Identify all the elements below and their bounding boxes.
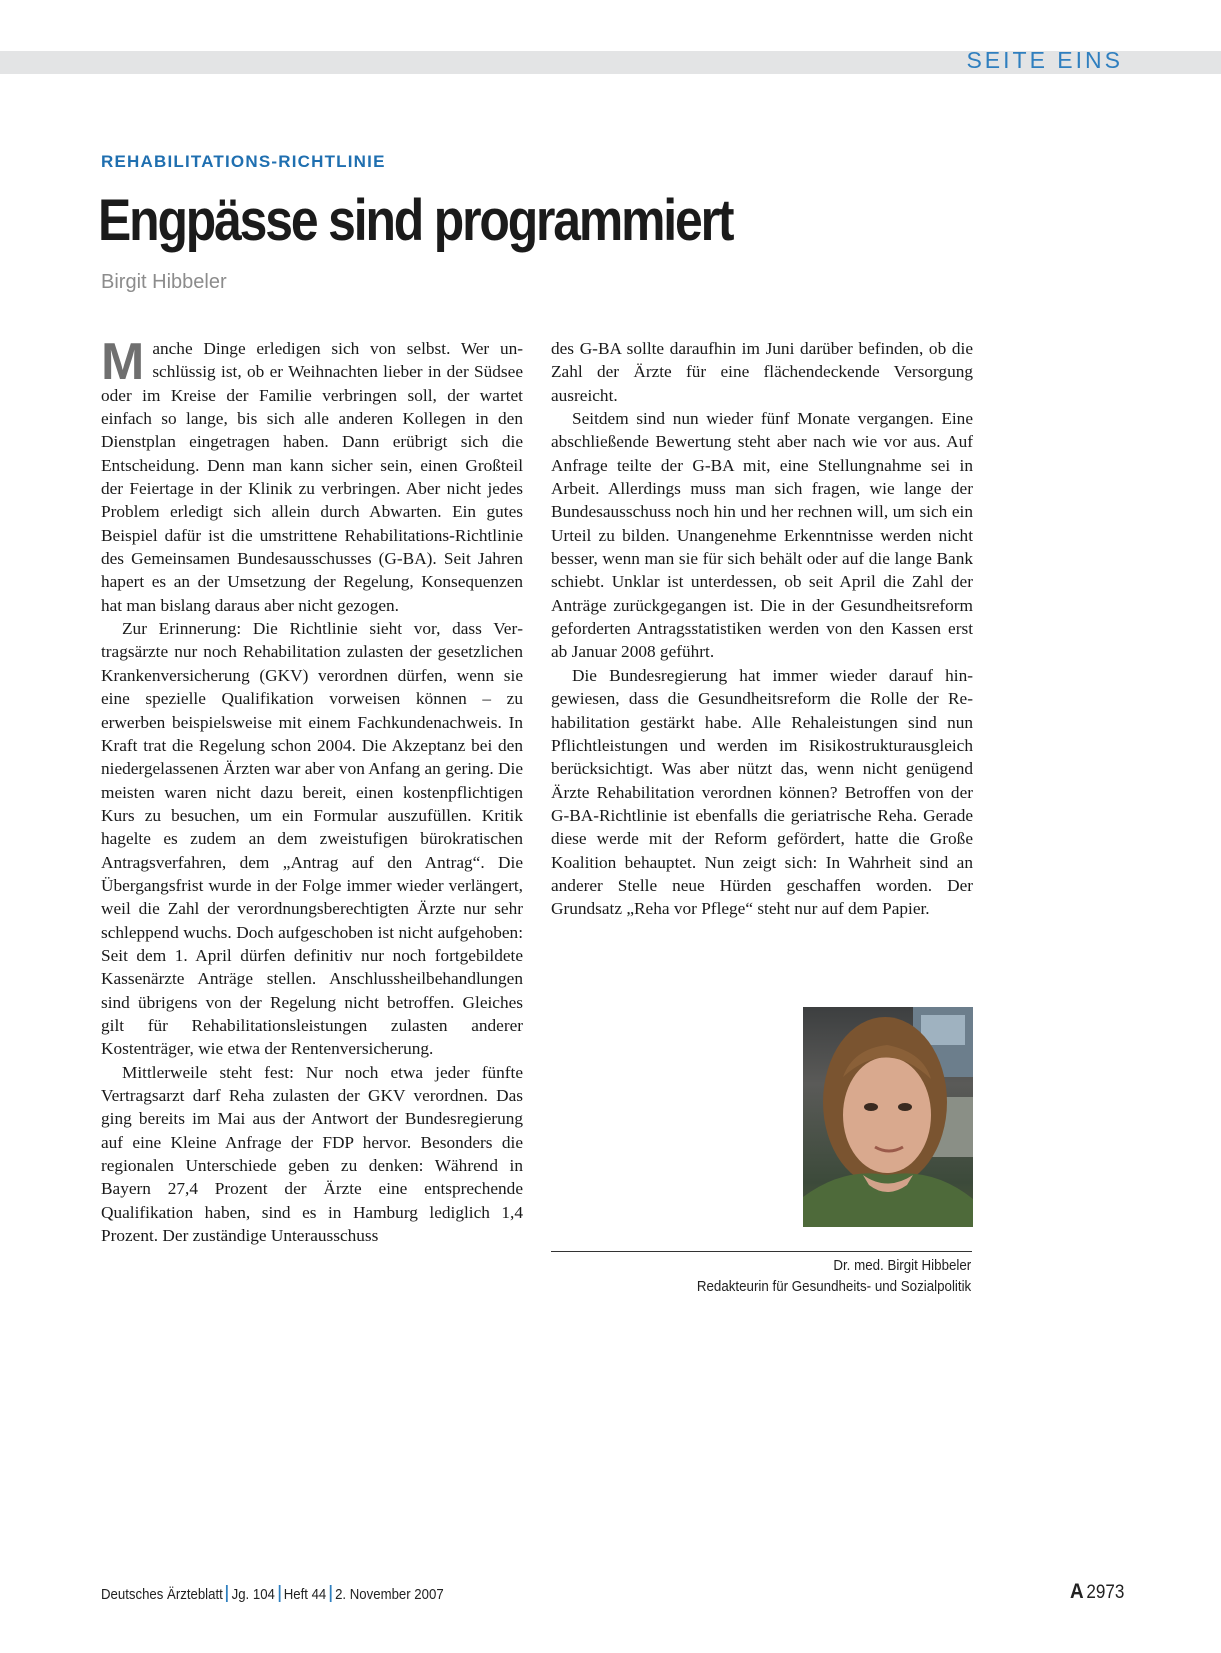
- footer-separator: [278, 1585, 280, 1602]
- article-title: Engpässe sind programmiert: [98, 188, 733, 253]
- article-paragraph: Zur Erinnerung: Die Richtlinie sieht vor, dass Vertragsärzte nur noch Rehabilitation zulasten der gesetzlichen Krankenversicherung (GKV) verordnen dürfen, wenn sie eine spezielle Qualifikation vorweisen können – zu erwerben beispielsweise mit einem Fachkundenachweis. In Kraft trat die Regelung schon 2004. Die Akzeptanz bei den niedergelassenen Ärzten war aber von Anfang an gering. Die meisten waren nicht dazu bereit, einen kostenpflichtigen Kurs zu besuchen, um ein Formular auszufüllen. Kritik hagelte es zudem an dem zweistufigen bürokratischen Antragsverfahren, dem „Antrag auf den Antrag“. Die Übergangsfrist wurde in der Folge immer wieder verlängert, weil die Zahl der verordnungsberechtigten Ärzte nur sehr schleppend wuchs. Doch aufgeschoben ist nicht aufgehoben: Seit dem 1. April dürfen definitiv nur noch fortgebildete Kassenärzte Anträge stellen. Anschlussheilbehandlungen sind übrigens von der Regelung nicht betroffen. Gleiches gilt für Rehabilitationsleistungen zulasten anderer Kostenträger, wie etwa der Rentenversicherung.: [101, 619, 523, 1059]
- page-prefix: A: [1069, 1580, 1084, 1603]
- article-paragraph: Die Bundesregierung hat immer wieder darauf hingewiesen, dass die Gesundheitsreform die Rolle der Rehabilitation gestärkt habe. Alle Rehaleistungen sind nun Pflichtleistungen und werden im Risikostrukturausgleich berücksichtigt. Was aber nützt das, wenn nicht genügend Ärzte Rehabilitation verordnen können? Betroffen von der G-BA-Richtlinie ist ebenfalls die geriatrische Reha. Gerade diese werde mit der Reform gefördert, hatte die Große Koalition behauptet. Nun zeigt sich: In Wahrheit sind an anderer Stelle neue Hürden geschaffen worden. Der Grundsatz „Reha vor Pflege“ steht nur auf dem Papier.: [551, 665, 973, 919]
- article-kicker: REHABILITATIONS-RICHTLINIE: [101, 152, 386, 171]
- article-paragraph: des G-BA sollte daraufhin im Juni darüber befinden, ob die Zahl der Ärzte für eine flächendeckende Versorgung ausreicht.: [551, 339, 973, 405]
- photo-caption: [697, 1256, 971, 1298]
- portrait-illustration: [803, 1007, 973, 1227]
- article-column-left: [101, 333, 523, 1247]
- footer-journal: Deutsches Ärzteblatt: [101, 1586, 223, 1603]
- author-photo: [803, 1007, 973, 1227]
- footer-volume: Jg. 104: [231, 1586, 275, 1603]
- page-number-value: 2973: [1085, 1582, 1124, 1603]
- article-column-right: [551, 337, 973, 921]
- article-paragraph: Mittlerweile steht fest: Nur noch etwa jeder fünfte Vertragsarzt darf Reha zulasten der GKV verordnen. Das ging bereits im Mai aus der Antwort der Bundesregierung auf eine Kleine Anfrage der FDP hervor. Besonders die regionalen Unterschiede geben zu denken: Während in Bayern 27,4 Prozent der Ärzte eine entsprechende Qualifikation haben, sind es in Hamburg lediglich 1,4 Prozent. Der zuständige Unterausschuss: [101, 1062, 523, 1246]
- footer-date: 2. November 2007: [335, 1586, 444, 1603]
- article-author: Birgit Hibbeler: [101, 271, 227, 293]
- page-number: [1070, 1580, 1124, 1604]
- section-label: SEITE EINS: [966, 47, 1123, 73]
- caption-divider: [551, 1251, 972, 1252]
- article-paragraph: Seitdem sind nun wieder fünf Monate vergangen. Eine abschließende Bewertung steht aber nach wie vor aus. Auf Anfrage teilte der G-BA mit, eine Stellungnahme sei in Arbeit. Allerdings muss man sich fragen, wie lange der Bundesausschuss noch hin und her rechnen will, um sich ein Urteil zu bilden. Unangenehme Erkenntnisse werden nicht besser, wenn man sie für sich behält oder auf die lange Bank schiebt. Unklar ist unterdessen, ob seit April die Zahl der Anträge zurückgegangen ist. Die in der Gesundheitsreform geforderten Antragsstatistiken werden von den Kassen erst ab Januar 2008 geführt.: [551, 409, 973, 662]
- footer-separator: [330, 1585, 332, 1602]
- caption-role: Redakteurin für Gesundheits- und Sozialpolitik: [696, 1279, 971, 1295]
- caption-name: Dr. med. Birgit Hibbeler: [833, 1258, 971, 1274]
- article-paragraph: [101, 333, 523, 617]
- footer-separator: [226, 1585, 228, 1602]
- paragraph-text: anche Dinge erledigen sich von selbst. Wer unschlüssig ist, ob er Weihnachten lieber in der Südsee oder im Kreise der Familie verbringen soll, der wartet einfach so lange, bis sich alle anderen Kollegen in den Dienstplan eingetragen haben. Dann erübrigt sich die Entscheidung. Denn man kann sicher sein, einen Großteil der Feiertage in der Klinik zu verbringen. Aber nicht jedes Problem erledigt sich allein durch Abwarten. Ein gutes Beispiel dafür ist die umstrittene Rehabilitations-Richtlinie des Gemeinsamen Bundesausschusses (G-BA). Seit Jahren hapert es an der Umsetzung der Regelung, Konsequenzen hat man bislang daraus aber nicht gezogen.: [101, 339, 523, 615]
- footer-issue: Heft 44: [283, 1586, 327, 1603]
- footer-citation: [101, 1585, 444, 1603]
- drop-cap: M: [101, 333, 145, 391]
